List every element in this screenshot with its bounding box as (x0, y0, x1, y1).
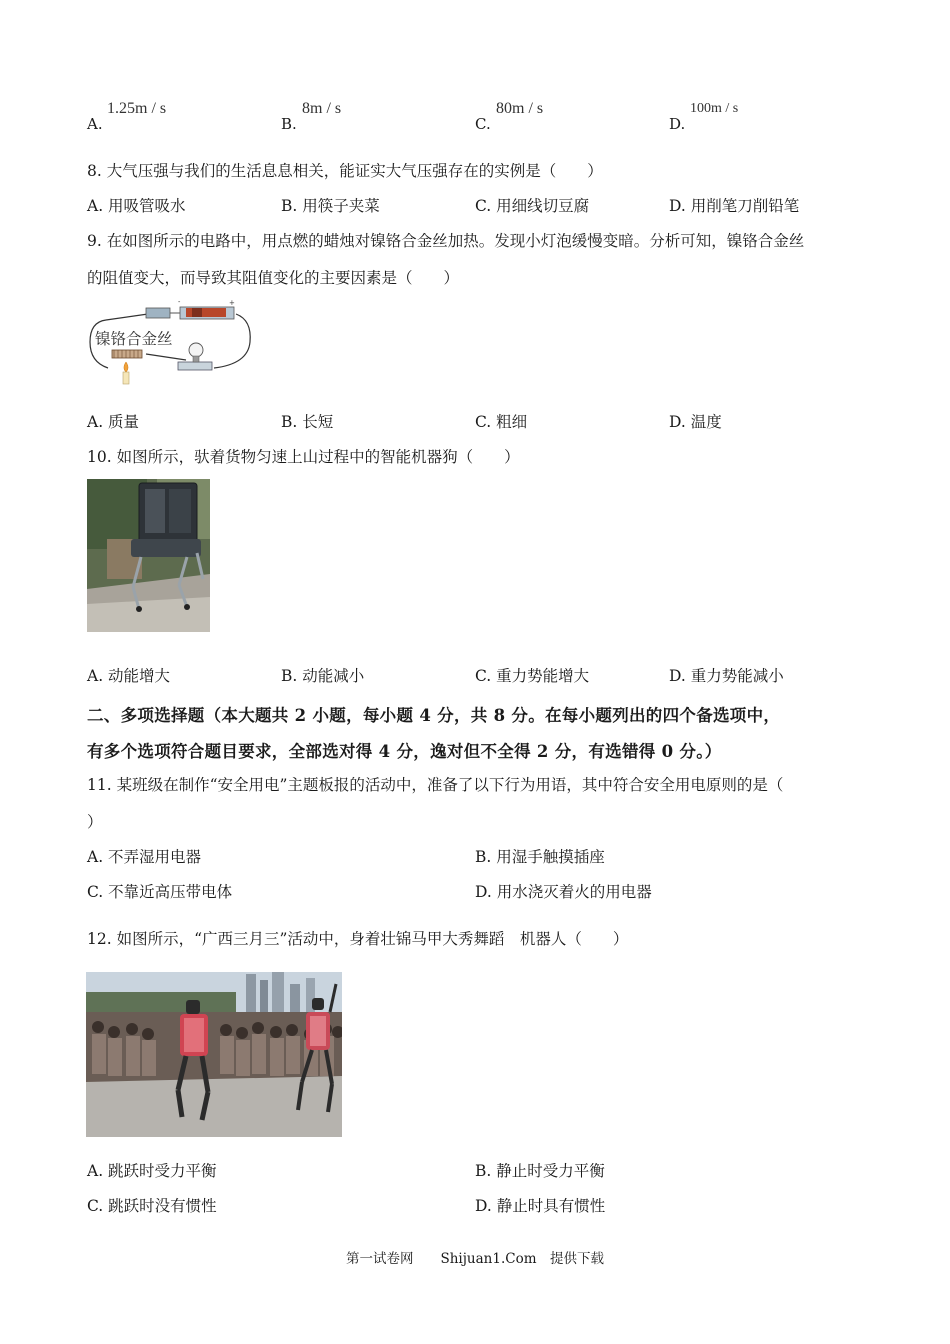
q11-option-b: B. 用湿手触摸插座 (475, 848, 605, 866)
q8-option-b: B. 用筷子夹菜 (281, 197, 380, 215)
q11-option-d: D. 用水浇灭着火的用电器 (475, 883, 652, 901)
q7-option-a-value: 1.25m / s (107, 100, 167, 117)
q11-option-c: C. 不靠近高压带电体 (87, 883, 233, 901)
robot-dog-image (87, 479, 210, 632)
svg-text:+: + (229, 299, 235, 307)
q7-option-d-letter: D. (669, 115, 686, 133)
q8-option-a: A. 用吸管吸水 (87, 197, 186, 215)
q7-option-c-value: 80m / s (496, 100, 544, 117)
q11-option-a: A. 不弄湿用电器 (87, 848, 202, 866)
q12-stem: 12. 如图所示，“广西三月三”活动中，身着壮锦马甲大秀舞蹈 机器人（ ） (87, 930, 629, 948)
q11-stem-line1: 11. 某班级在制作“安全用电”主题板报的活动中，准备了以下行为用语，其中符合安全用电原则的是（ (87, 776, 784, 794)
q12-option-b: B. 静止时受力平衡 (475, 1162, 605, 1180)
q11-stem-line2: ） (87, 813, 103, 831)
q9-option-b: B. 长短 (281, 413, 334, 431)
q9-stem-line2: 的阻值变大，而导致其阻值变化的主要因素是（ ） (87, 269, 460, 287)
q8-option-d: D. 用削笔刀削铅笔 (669, 197, 800, 215)
q8-option-c: C. 用细线切豆腐 (475, 197, 590, 215)
q10-stem: 10. 如图所示，驮着货物匀速上山过程中的智能机器狗（ ） (87, 448, 520, 466)
q7-option-d-value: 100m / s (690, 101, 739, 116)
q10-robot-dog-photo (87, 479, 210, 632)
q9-circuit-figure (86, 298, 254, 390)
q10-option-d: D. 重力势能减小 (669, 667, 784, 685)
q9-option-a: A. 质量 (87, 413, 140, 431)
q9-option-d: D. 温度 (669, 413, 722, 431)
q7-option-a-letter: A. (87, 115, 103, 133)
dancing-robots-image (86, 972, 342, 1137)
q10-option-a: A. 动能增大 (87, 667, 171, 685)
q7-option-c-letter: C. (475, 115, 491, 133)
q9-stem-line1: 9. 在如图所示的电路中，用点燃的蜡烛对镍铬合金丝加热。发现小灯泡缓慢变暗。分析可知，镍铬合金丝 (87, 232, 805, 250)
section2-heading-line1: 二、多项选择题（本大题共 2 小题，每小题 4 分，共 8 分。在每小题列出的四个备选项中， (87, 706, 781, 725)
page-footer: 第一试卷网 Shijuan1.Com 提供下载 (345, 1251, 605, 1267)
q9-figure-label: 镍铬合金丝 (95, 330, 173, 348)
q7-option-b-letter: B. (281, 115, 297, 133)
q12-option-c: C. 跳跃时没有惯性 (87, 1197, 217, 1215)
q8-stem: 8. 大气压强与我们的生活息息相关，能证实大气压强存在的实例是（ ） (87, 162, 603, 180)
q12-dancing-robots-photo (86, 972, 342, 1137)
q9-option-c: C. 粗细 (475, 413, 528, 431)
q10-option-b: B. 动能减小 (281, 667, 365, 685)
q7-option-b-value: 8m / s (302, 100, 342, 117)
q10-option-c: C. 重力势能增大 (475, 667, 590, 685)
section2-heading-line2: 有多个选项符合题目要求，全部选对得 4 分，逸对但不全得 2 分，有选错得 0 分。） (87, 742, 722, 761)
q12-option-a: A. 跳跃时受力平衡 (87, 1162, 217, 1180)
q12-option-d: D. 静止时具有惯性 (475, 1197, 606, 1215)
svg-text:-: - (178, 298, 181, 306)
